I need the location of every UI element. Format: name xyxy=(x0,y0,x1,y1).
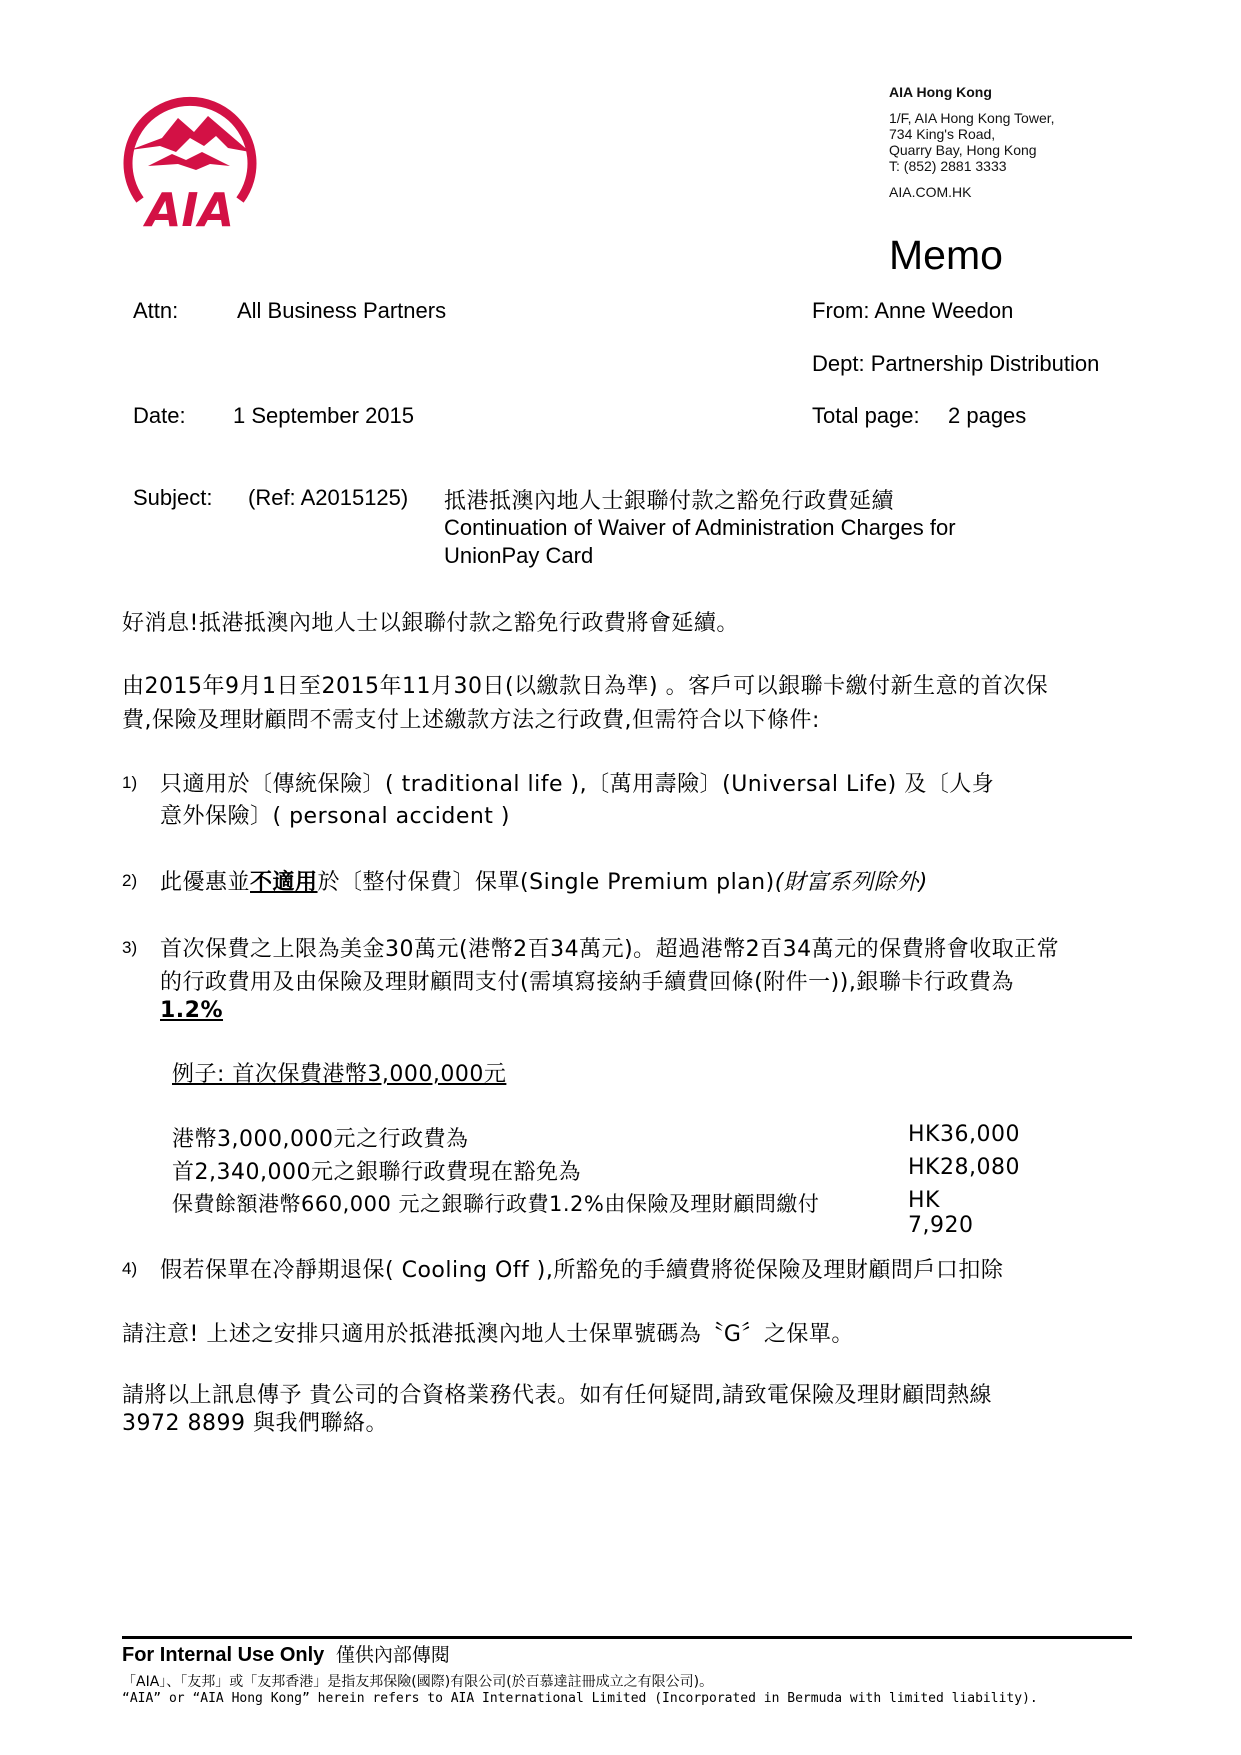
address-line: 734 King's Road, xyxy=(889,126,996,142)
item-3-line: 首次保費之上限為美金30萬元(港幣2百34萬元)。超過港幣2百34萬元的保費將會收取正常 xyxy=(160,937,1060,962)
example-desc: 保費餘額港幣660,000 元之銀聯行政費1.2%由保險及理財顧問繳付 xyxy=(172,1192,820,1216)
footer-disclaimer-en: “AIA” or “AIA Hong Kong” herein refers to AIA International Limited (Incorporated in Bermuda with limited liability). xyxy=(122,1691,1038,1706)
closing-line: 請將以上訊息傳予 貴公司的合資格業務代表。如有任何疑問,請致電保險及理財顧問熱線 xyxy=(122,1383,992,1408)
subject-title-en-2: UnionPay Card xyxy=(444,543,594,568)
item-4-line: 假若保單在冷靜期退保( Cooling Off ),所豁免的手續費將從保險及理財顧問戶口扣除 xyxy=(160,1258,1004,1283)
subject-label: Subject: xyxy=(133,485,213,510)
subject-title-en: Continuation of Waiver of Administration Charges for xyxy=(444,515,956,540)
address-block xyxy=(889,84,1055,200)
company-name: AIA Hong Kong xyxy=(889,84,992,100)
subject-ref: (Ref: A2015125) xyxy=(248,485,409,510)
item-number: 1) xyxy=(122,773,138,792)
date-label: Date: xyxy=(133,403,186,428)
address-line: 1/F, AIA Hong Kong Tower, xyxy=(889,110,1055,126)
item-2-exception: (財富系列除外) xyxy=(774,870,928,895)
item-number: 3) xyxy=(122,938,138,957)
example-amount: HK28,080 xyxy=(908,1155,1020,1180)
phone-line: T: (852) 2881 3333 xyxy=(889,158,1007,174)
item-1-line: 意外保險〕( personal accident ) xyxy=(160,804,511,829)
item-2-post: 於〔整付保費〕保單(Single Premium plan) xyxy=(317,870,775,895)
from-line: From: Anne Weedon xyxy=(812,298,1014,323)
attn-label: Attn: xyxy=(133,298,179,323)
para1-line: 由2015年9月1日至2015年11月30日(以繳款日為準) 。客戶可以銀聯卡繳付新生意的首次保 xyxy=(122,674,1049,699)
footer-disclaimer-zh: 「AIA」、「友邦」或「友邦香港」是指友邦保險(國際)有限公司(於百慕達註冊成立之有限公司)。 xyxy=(122,1674,714,1690)
item-1-line: 只適用於〔傳統保險〕( traditional life ),〔萬用壽險〕(Universal Life) 及〔人身 xyxy=(160,772,995,797)
footer-title xyxy=(122,1640,450,1667)
item-2-pre: 此優惠並 xyxy=(160,870,251,895)
item-3-line: 的行政費用及由保險及理財顧問支付(需填寫接納手續費回條(附件一)),銀聯卡行政費為 xyxy=(160,970,1014,995)
footer-divider xyxy=(122,1636,1132,1639)
website[interactable]: AIA.COM.HK xyxy=(889,184,972,200)
item-2-not-applicable: 不適用 xyxy=(250,870,318,895)
example-desc: 港幣3,000,000元之行政費為 xyxy=(172,1127,469,1152)
item-3-rate: 1.2% xyxy=(160,998,224,1023)
dept-line: Dept: Partnership Distribution xyxy=(812,351,1100,376)
aia-logo xyxy=(120,88,260,236)
example-desc: 首2,340,000元之銀聯行政費現在豁免為 xyxy=(172,1160,581,1185)
logo-wordmark: AIA xyxy=(145,183,235,236)
item-number: 4) xyxy=(122,1259,138,1278)
item-number: 2) xyxy=(122,871,138,890)
note-text: 請注意! 上述之安排只適用於抵港抵澳內地人士保單號碼為〝G〞之保單。 xyxy=(122,1322,854,1347)
date-value: 1 September 2015 xyxy=(233,403,415,428)
example-amount: HK36,000 xyxy=(908,1122,1020,1147)
example-amount: HK 7,920 xyxy=(908,1188,974,1238)
attn-value: All Business Partners xyxy=(237,298,447,323)
total-page-value: 2 pages xyxy=(948,403,1027,428)
footer-title-zh: 僅供內部傳閱 xyxy=(335,1644,450,1666)
closing-line: 3972 8899 與我們聯絡。 xyxy=(122,1411,388,1436)
subject-title-zh: 抵港抵澳內地人士銀聯付款之豁免行政費延續 xyxy=(444,489,895,514)
example-title: 例子: 首次保費港幣3,000,000元 xyxy=(172,1062,507,1087)
footer-title-en: For Internal Use Only xyxy=(122,1644,325,1666)
para1-line: 費,保險及理財顧問不需支付上述繳款方法之行政費,但需符合以下條件: xyxy=(122,708,820,733)
intro-text: 好消息!抵港抵澳內地人士以銀聯付款之豁免行政費將會延續。 xyxy=(122,611,739,636)
item-2-line xyxy=(160,865,928,896)
doc-type-title: Memo xyxy=(889,232,1003,278)
total-page-label: Total page: xyxy=(812,403,920,428)
address-line: Quarry Bay, Hong Kong xyxy=(889,142,1037,158)
